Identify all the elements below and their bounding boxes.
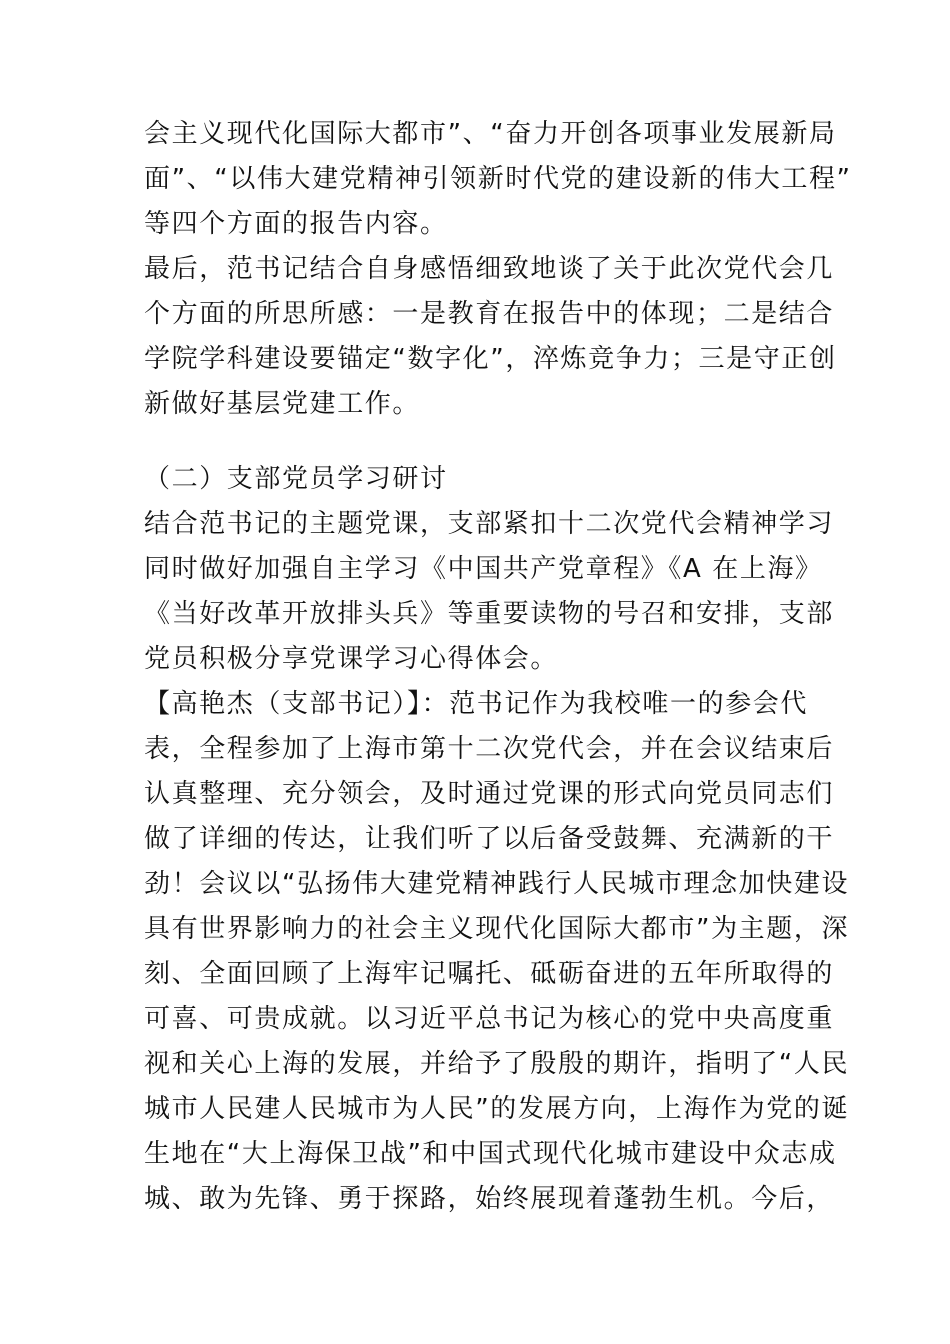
body-text-line: 新做好基层党建工作。 [144, 389, 421, 419]
body-text-line: 视和关心上海的发展，并给予了殷殷的期许，指明了“人民 [144, 1049, 850, 1079]
body-text-line: 党员积极分享党课学习心得体会。 [144, 644, 559, 674]
body-text-line: 刻、全面回顾了上海牢记嘱托、砥砺奋进的五年所取得的 [144, 959, 835, 989]
body-text-line: 做了详细的传达，让我们听了以后备受鼓舞、充满新的干 [144, 824, 835, 854]
body-text-line: 生地在“大上海保卫战”和中国式现代化城市建设中众志成 [144, 1139, 837, 1169]
body-text-line: 认真整理、充分领会，及时通过党课的形式向党员同志们 [144, 779, 835, 809]
body-text-line: 【高艳杰（支部书记）】：范书记作为我校唯一的参会代 [144, 689, 809, 719]
body-text-line: 《当好改革开放排头兵》等重要读物的号召和安排，支部 [144, 599, 835, 629]
body-text-line: 个方面的所思所感：一是教育在报告中的体现；二是结合 [144, 299, 835, 329]
body-text-line: 会主义现代化国际大都市”、“奋力开创各项事业发展新局 [144, 119, 837, 149]
body-text-line: 城市人民建人民城市为人民”的发展方向，上海作为党的诞 [144, 1094, 850, 1124]
body-text-line: 劲！会议以“弘扬伟大建党精神践行人民城市理念加快建设 [144, 869, 850, 899]
body-text-line: 可喜、可贵成就。以习近平总书记为核心的党中央高度重 [144, 1004, 835, 1034]
body-text-line: 城、敢为先锋、勇于探路，始终展现着蓬勃生机。今后， [144, 1184, 835, 1214]
body-text-line: 表，全程参加了上海市第十二次党代会，并在会议结束后 [144, 734, 835, 764]
body-text-line: 面”、“以伟大建党精神引领新时代党的建设新的伟大工程” [144, 164, 852, 194]
body-text-line: 等四个方面的报告内容。 [144, 209, 448, 239]
section-heading: （二）支部党员学习研讨 [144, 464, 448, 494]
body-text-line: 同时做好加强自主学习《中国共产党章程》《A 在上海》 [144, 554, 823, 584]
body-text-line: 具有世界影响力的社会主义现代化国际大都市”为主题，深 [144, 914, 850, 944]
body-text-line: 最后，范书记结合自身感悟细致地谈了关于此次党代会几 [144, 254, 835, 284]
body-text-line: 结合范书记的主题党课，支部紧扣十二次党代会精神学习 [144, 509, 835, 539]
body-text-line: 学院学科建设要锚定“数字化”，淬炼竞争力；三是守正创 [144, 344, 837, 374]
